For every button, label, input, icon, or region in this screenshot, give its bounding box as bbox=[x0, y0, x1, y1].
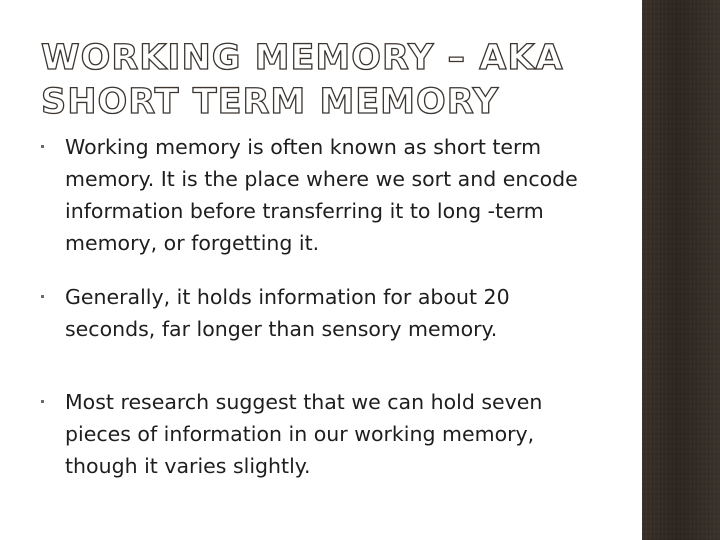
list-item bbox=[41, 386, 601, 482]
list-item bbox=[41, 131, 601, 281]
decorative-side-bar bbox=[642, 0, 720, 540]
bullet-marker-icon bbox=[41, 145, 44, 148]
slide-title: WORKING MEMORY – AKA SHORT TERM MEMORY bbox=[41, 38, 564, 122]
bullet-marker-icon bbox=[41, 400, 44, 403]
bullet-text: Generally, it holds information for about 20 seconds, far longer than sensory memory. bbox=[65, 285, 510, 341]
bullet-marker-icon bbox=[41, 295, 44, 298]
bullet-text: Working memory is often known as short term memory. It is the place where we sort and encode information before transferring it to long -term memory, or forgetting it. bbox=[65, 135, 578, 255]
bullet-text: Most research suggest that we can hold seven pieces of information in our working memory, though it varies slightly. bbox=[65, 390, 543, 478]
bullet-list bbox=[41, 131, 601, 482]
list-item bbox=[41, 281, 601, 386]
